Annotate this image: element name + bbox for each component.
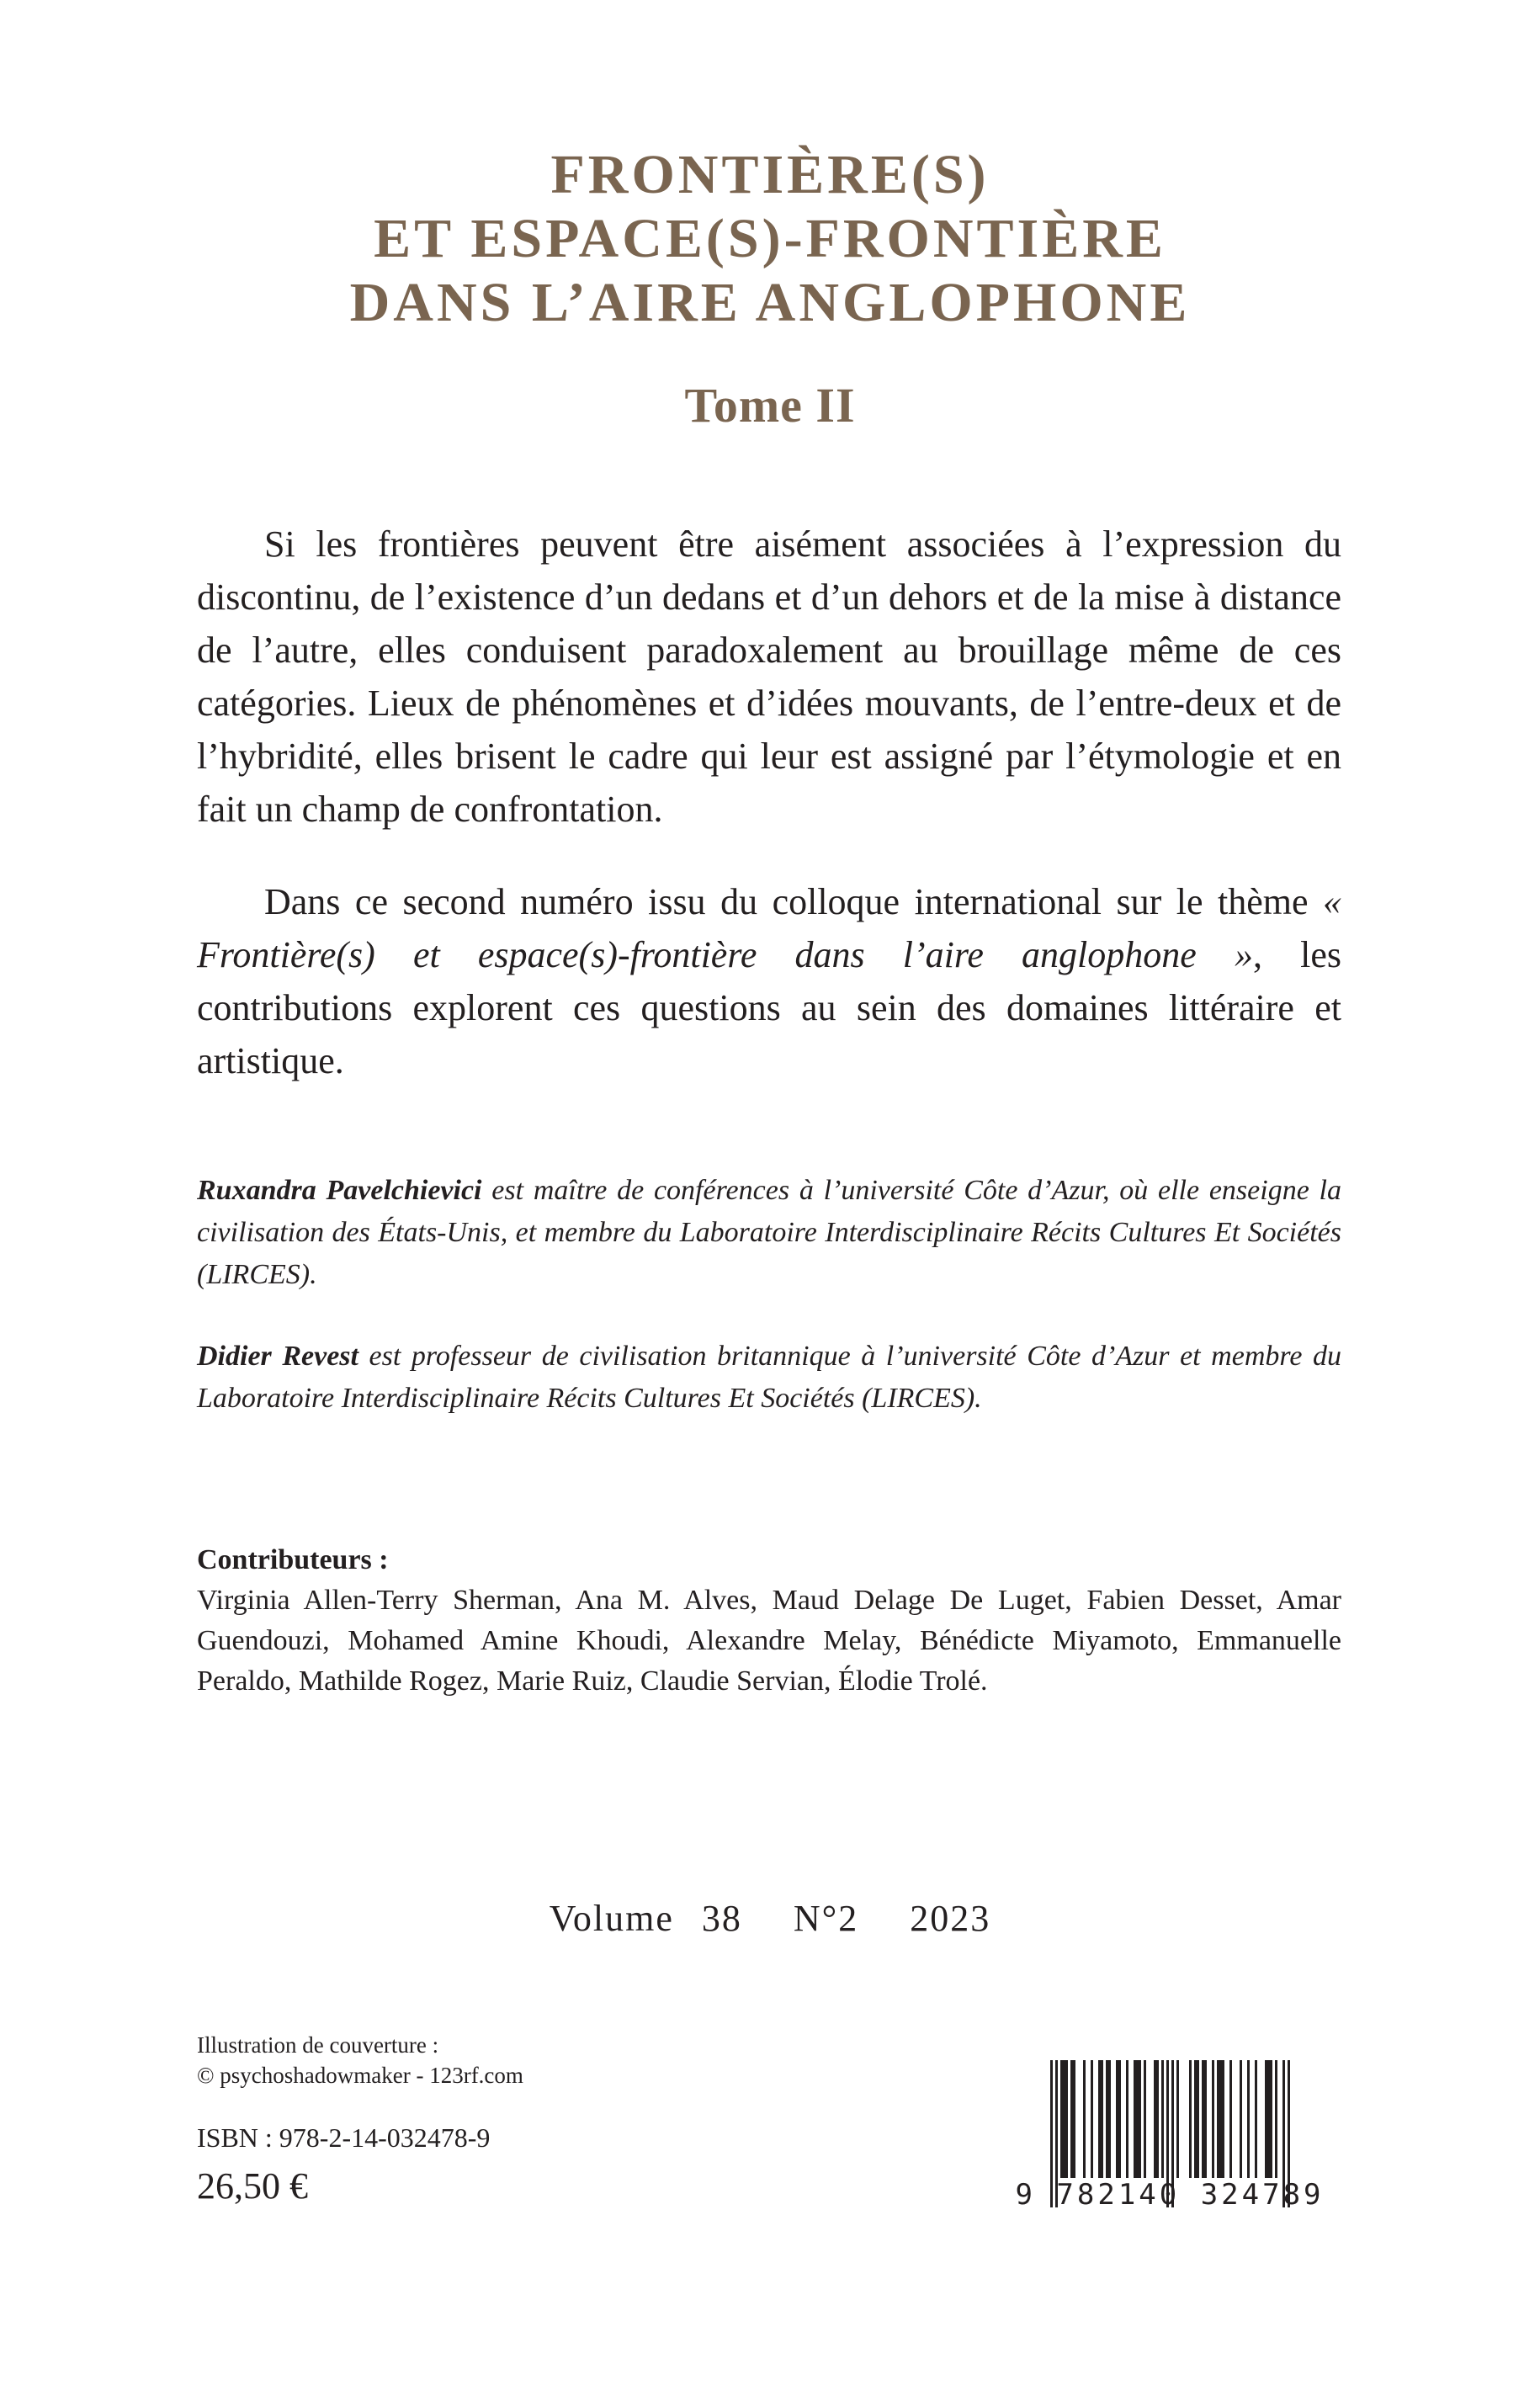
barcode-bar <box>1212 2060 1214 2178</box>
title-line-3: DANS L’AIRE ANGLOPHONE <box>349 272 1191 333</box>
price: 26,50 € <box>197 2165 308 2207</box>
barcode-bar <box>1247 2060 1250 2178</box>
title-line-2: ET ESPACE(S)-FRONTIÈRE <box>374 208 1166 269</box>
barcode-bar <box>1265 2060 1267 2178</box>
barcode-bar <box>1083 2060 1086 2178</box>
barcode-bar <box>1136 2060 1139 2178</box>
barcode-bar <box>1217 2060 1219 2178</box>
editor-bio-1-text <box>197 1170 1341 1296</box>
tome-label: Tome II <box>684 378 856 433</box>
editor-bio-2 <box>197 1336 1341 1420</box>
barcode-bar <box>1144 2060 1146 2178</box>
barcode-bar <box>1101 2060 1103 2178</box>
paragraph-2-text <box>197 875 1341 1087</box>
editor-name-2: Didier Revest <box>197 1341 358 1372</box>
barcode-bar <box>1134 2060 1136 2178</box>
barcode-bar <box>1219 2060 1222 2178</box>
barcode-bar <box>1126 2060 1128 2178</box>
barcode-bar <box>1156 2060 1159 2178</box>
issue-year: 2023 <box>910 1898 991 1939</box>
barcode-bar <box>1065 2060 1068 2178</box>
editor-bio-1-body: est maître de conférences à l’université Côte d’Azur, où elle enseigne la civilisation des États-Unis, et membre du Laboratoire Interdisciplinaire Récits Cultures Et Sociétés (LIRCES). <box>197 1175 1341 1290</box>
barcode-bar <box>1229 2060 1232 2178</box>
isbn: ISBN : 978-2-14-032478-9 <box>197 2122 491 2153</box>
title-line-1: FRONTIÈRE(S) <box>550 144 990 205</box>
issue-number: N°2 <box>793 1898 859 1939</box>
barcode-bar <box>1118 2060 1121 2178</box>
barcode-bar <box>1073 2060 1075 2178</box>
barcode-bar <box>1267 2060 1270 2178</box>
barcode-bar <box>1091 2060 1093 2178</box>
barcode-bar <box>1161 2060 1164 2178</box>
barcode-bar <box>1202 2060 1204 2178</box>
barcode-bar <box>1106 2060 1108 2178</box>
description-paragraph-2 <box>197 875 1341 1087</box>
barcode-bar <box>1275 2060 1277 2178</box>
barcode-bar <box>1098 2060 1101 2178</box>
barcode-bar <box>1116 2060 1118 2178</box>
barcode <box>1010 2053 1330 2230</box>
paragraph-1-text: Si les frontières peuvent être aisément associées à l’expression du discontinu, de l’existence d’un dedans et d’un dehors et de la mise à distance de l’autre, elles conduisent paradoxalement au brouillage même de ces catégories. Lieux de phénomènes et d’idées mouvants, de l’entre-deux et de l’hybridité, elles brisent le cadre qui leur est assigné par l’étymologie et en fait un champ de confrontation. <box>197 523 1341 830</box>
contributors-list: Virginia Allen-Terry Sherman, Ana M. Alves, Maud Delage De Luget, Fabien Desset, Amar Guendouzi, Mohamed Amine Khoudi, Alexandre Melay, Bénédicte Miyamoto, Emmanuelle Peraldo, Mathilde Rogez, Marie Ruiz, Claudie Servian, Élodie Trolé. <box>197 1585 1341 1697</box>
barcode-bar <box>1063 2060 1065 2178</box>
paragraph-2-lead: Dans ce second numéro issu du colloque international sur le thème <box>264 881 1309 922</box>
barcode-bar <box>1176 2060 1179 2178</box>
barcode-bar <box>1189 2060 1192 2178</box>
volume-number: Volume 38 <box>549 1898 742 1939</box>
barcode-bar <box>1194 2060 1197 2178</box>
cover-credit-label: Illustration de couverture : <box>197 2032 439 2058</box>
paragraph-2-italic-title: « Frontière(s) et espace(s)-frontière dans l’aire anglophone » <box>197 881 1342 975</box>
barcode-bar <box>1204 2060 1207 2178</box>
editor-bio-2-text <box>197 1336 1341 1420</box>
barcode-bar <box>1197 2060 1199 2178</box>
cover-credit-source: © psychoshadowmaker - 123rf.com <box>197 2063 523 2088</box>
barcode-bar <box>1255 2060 1257 2178</box>
barcode-bar <box>1154 2060 1156 2178</box>
issue-info <box>0 1897 1540 1940</box>
description-paragraph-1 <box>197 518 1341 836</box>
barcode-bar <box>1270 2060 1272 2178</box>
paragraph-2-rest: , les contributions explorent ces questions au sein des domaines littéraire et artistique. <box>197 934 1341 1081</box>
barcode-bar <box>1240 2060 1242 2178</box>
cover-credit <box>197 2030 523 2090</box>
barcode-digits: 9 782140 324789 <box>1015 2178 1325 2212</box>
barcode-bar <box>1060 2060 1063 2178</box>
barcode-bar <box>1108 2060 1111 2178</box>
editor-bio-1 <box>197 1170 1341 1296</box>
contributors-heading: Contributeurs : <box>197 1544 389 1575</box>
editor-name-1: Ruxandra Pavelchievici <box>197 1175 482 1206</box>
contributors-section <box>197 1540 1341 1702</box>
barcode-bar <box>1139 2060 1141 2178</box>
barcode-bar <box>1070 2060 1073 2178</box>
barcode-bar <box>1222 2060 1224 2178</box>
book-title <box>0 143 1540 335</box>
editor-bio-2-body: est professeur de civilisation britannique à l’université Côte d’Azur et membre du Laboratoire Interdisciplinaire Récits Cultures Et Sociétés (LIRCES). <box>197 1341 1342 1414</box>
